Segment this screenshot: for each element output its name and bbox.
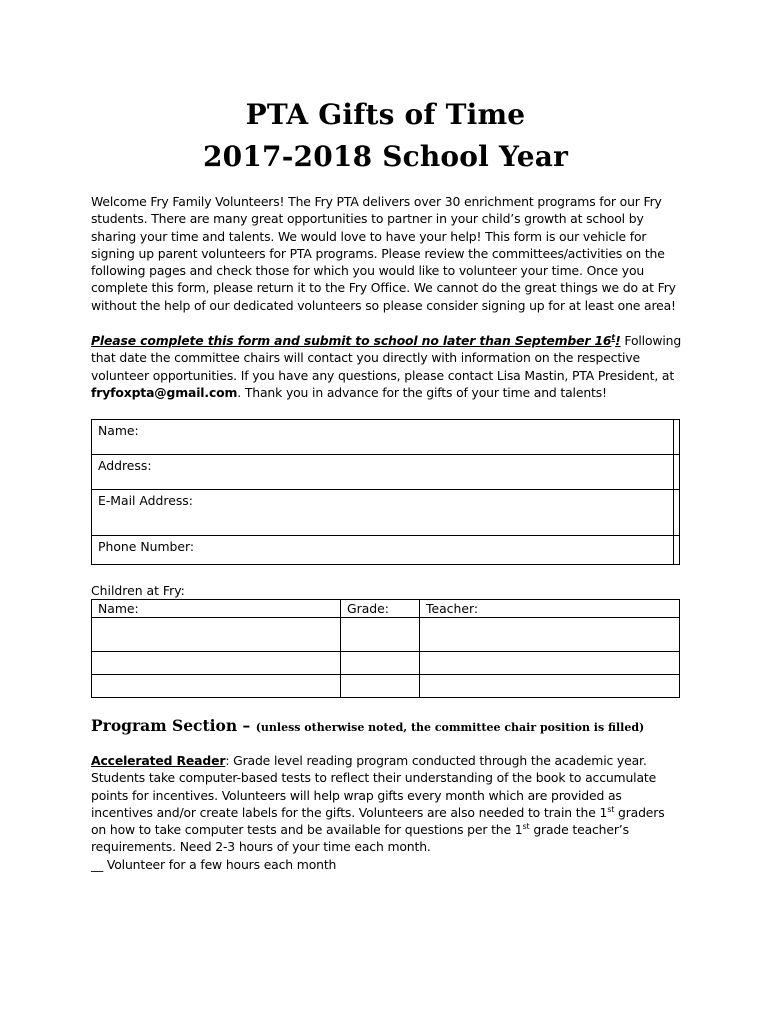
children-header-grade: Grade:: [341, 600, 420, 618]
deadline-emphasis: Please complete this form and submit to school no later than September 16: [91, 333, 612, 348]
child-grade-cell[interactable]: [341, 652, 420, 675]
address-field[interactable]: [92, 455, 674, 490]
deadline-sup: t: [611, 332, 616, 342]
phone-label: Phone Number:: [98, 539, 195, 554]
volunteer-option[interactable]: __ Volunteer for a few hours each month: [91, 856, 337, 872]
deadline-paragraph: [91, 332, 683, 401]
page-title: PTA Gifts of Time: [245, 98, 526, 131]
children-header-name: Name:: [92, 600, 341, 618]
child-name-cell[interactable]: [92, 618, 341, 652]
address-label: Address:: [98, 458, 152, 473]
email-field[interactable]: [92, 490, 674, 536]
intro-paragraph: Welcome Fry Family Volunteers! The Fry PTA delivers over 30 enrichment programs for our Fry students. There are many great opportunities to partner in your child’s growth at school by sharing your time and talents. We would love to have your help! This form is our vehicle for signing up parent volunteers for PTA programs. Please review the committees/activities on the following pages and check those for which you would like to volunteer your time. Once you complete this form, please return it to the Fry Office. We cannot do the great things we do at Fry without the help of our dedicated volunteers so please consider signing up for at least one area!: [91, 194, 676, 313]
closing-text: . Thank you in advance for the gifts of your time and talents!: [237, 384, 607, 400]
accelerated-reader-desc-3: grade teacher’s requirements. Need 2-3 hours of your time each month.: [91, 822, 629, 855]
table-row: [92, 652, 680, 675]
children-label: Children at Fry:: [91, 583, 185, 598]
program-section-title: Program Section –: [91, 716, 256, 735]
children-table: [91, 599, 680, 698]
child-teacher-cell[interactable]: [420, 652, 680, 675]
table-row: [92, 675, 680, 698]
contact-email: fryfoxpta@gmail.com: [91, 384, 238, 400]
accelerated-reader-desc-2: graders on how to take computer tests and be available for questions per the 1: [91, 804, 665, 838]
child-grade-cell[interactable]: [341, 675, 420, 698]
child-grade-cell[interactable]: [341, 618, 420, 652]
accelerated-reader-paragraph: [91, 752, 683, 873]
child-name-cell[interactable]: [92, 652, 341, 675]
child-teacher-cell[interactable]: [420, 675, 680, 698]
program-section-heading: [91, 716, 691, 735]
phone-field[interactable]: [92, 536, 674, 565]
name-label: Name:: [98, 423, 139, 438]
deadline-emphasis-end: !: [615, 333, 621, 348]
name-field[interactable]: [92, 420, 674, 455]
ordinal-sup: st: [607, 804, 615, 814]
table-row: [92, 618, 680, 652]
contact-info-table: [91, 419, 680, 565]
page-subtitle: 2017-2018 School Year: [202, 140, 569, 173]
program-section-note: (unless otherwise noted, the committee chair position is filled): [255, 721, 645, 734]
child-name-cell[interactable]: [92, 675, 341, 698]
email-label: E-Mail Address:: [98, 493, 193, 508]
accelerated-reader-desc-1: : Grade level reading program conducted through the academic year. Students take computer-based tests to reflect their understanding of the book to accumulate points for incentives. Volunteers will help wrap gifts every month which are provided as incentives and/or create labels for the gifts. Volunteers are also needed to train the 1: [91, 753, 657, 820]
deadline-text: Following that date the committee chairs will contact you directly with information on the respective volunteer opportunities. If you have any questions, please contact Lisa Mastin, PTA President, at: [91, 333, 682, 383]
ordinal-sup: st: [522, 822, 530, 832]
accelerated-reader-title: Accelerated Reader: [91, 753, 226, 768]
children-header-teacher: Teacher:: [420, 600, 680, 618]
child-teacher-cell[interactable]: [420, 618, 680, 652]
